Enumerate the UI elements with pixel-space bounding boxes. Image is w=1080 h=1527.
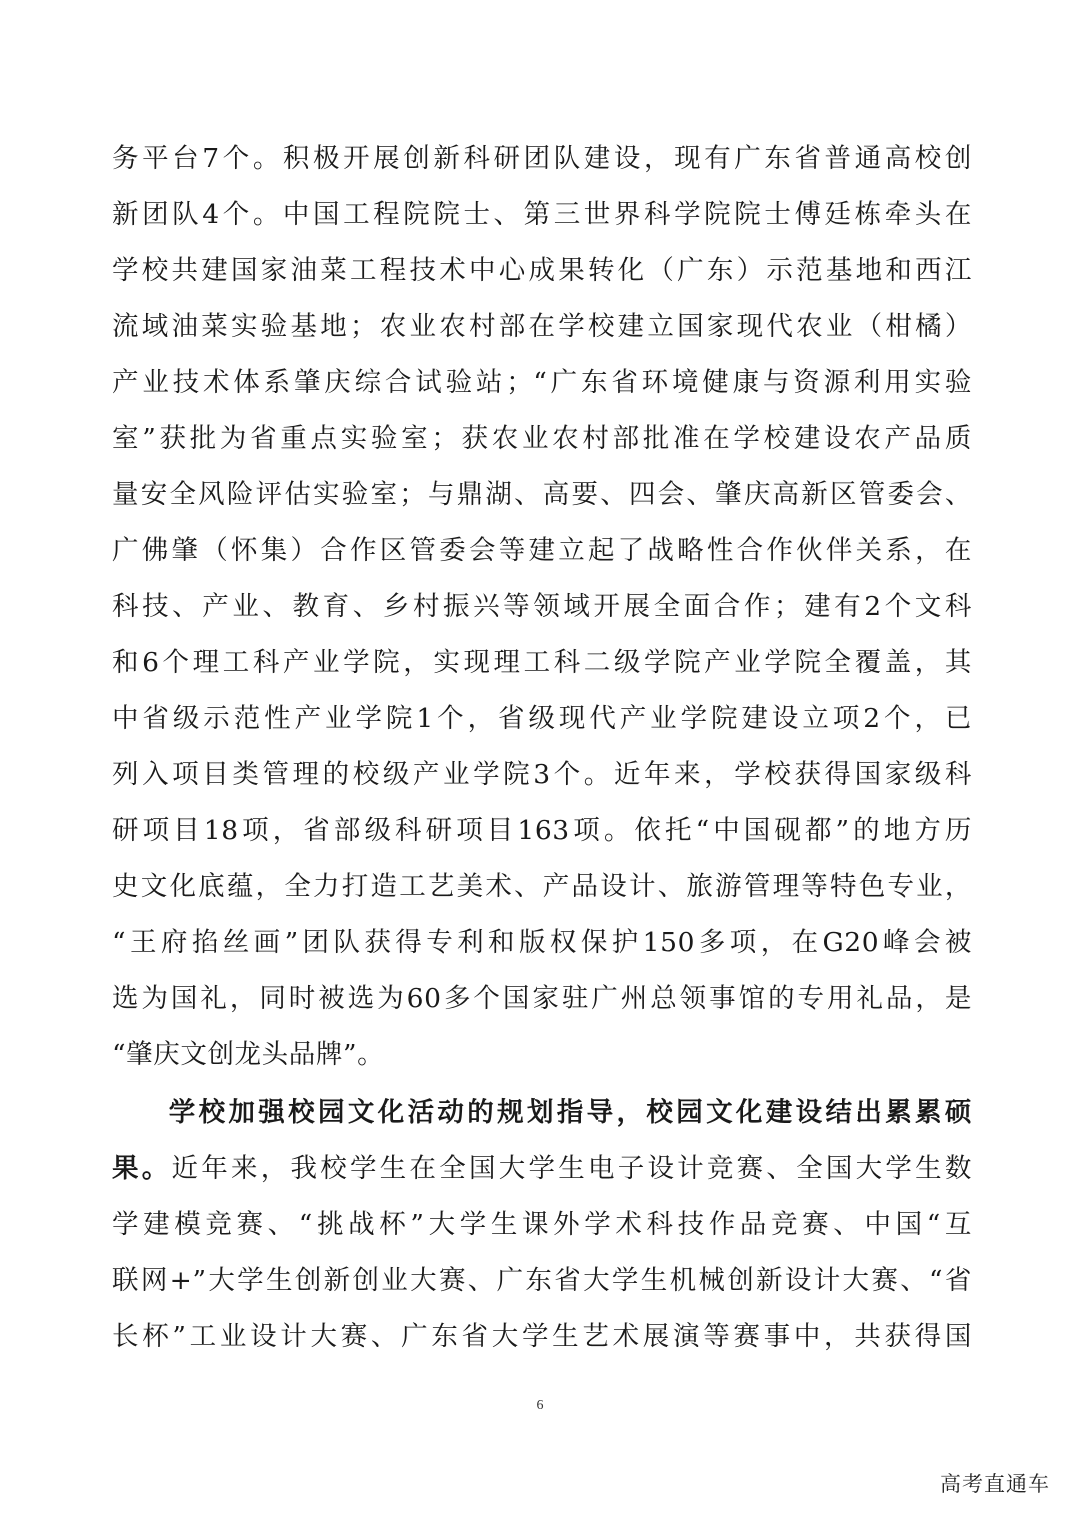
paragraph-line: 联网+”大学生创新创业大赛、广东省大学生机械创新设计大赛、“省 — [112, 1265, 972, 1296]
paragraph-line: 务平台7个。积极开展创新科研团队建设，现有广东省普通高校创 — [112, 143, 972, 174]
paragraph-line: “肇庆文创龙头品牌”。 — [112, 1039, 385, 1070]
paragraph-bold-line — [112, 1085, 972, 1141]
paragraph-line — [112, 1141, 972, 1197]
paragraph-heading: 学校加强校园文化活动的规划指导，校园文化建设结出累累硕 — [166, 1097, 972, 1128]
paragraph-line: 流域油菜实验基地；农业农村部在学校建立国家现代农业（柑橘） — [112, 311, 972, 342]
body-text — [112, 131, 972, 1365]
page-number: 6 — [536, 1398, 544, 1413]
paragraph-line: 学校共建国家油菜工程技术中心成果转化（广东）示范基地和西江 — [112, 255, 972, 286]
paragraph-text: 近年来，我校学生在全国大学生电子设计竞赛、全国大学生数 — [171, 1153, 973, 1184]
paragraph-line: 研项目18项，省部级科研项目163项。依托“中国砚都”的地方历 — [112, 815, 972, 846]
paragraph-line: 科技、产业、教育、乡村振兴等领域开展全面合作；建有2个文科 — [112, 591, 972, 622]
paragraph-line: 广佛肇（怀集）合作区管委会等建立起了战略性合作伙伴关系，在 — [112, 535, 972, 566]
paragraph-line: 和6个理工科产业学院，实现理工科二级学院产业学院全覆盖，其 — [112, 647, 972, 678]
paragraph-line: 中省级示范性产业学院1个，省级现代产业学院建设立项2个，已 — [112, 703, 972, 734]
paragraph-line: 新团队4个。中国工程院院士、第三世界科学院院士傅廷栋牵头在 — [112, 199, 972, 230]
paragraph-heading-end: 果。 — [112, 1153, 172, 1184]
paragraph-line: “王府掐丝画”团队获得专利和版权保护150多项，在G20峰会被 — [112, 927, 972, 958]
paragraph-line: 室”获批为省重点实验室；获农业农村部批准在学校建设农产品质 — [112, 423, 972, 454]
paragraph-line: 学建模竞赛、“挑战杯”大学生课外学术科技作品竞赛、中国“互 — [112, 1209, 972, 1240]
paragraph-line: 产业技术体系肇庆综合试验站；“广东省环境健康与资源利用实验 — [112, 367, 972, 398]
watermark-text: 高考直通车 — [940, 1472, 1050, 1496]
paragraph-line: 列入项目类管理的校级产业学院3个。近年来，学校获得国家级科 — [112, 759, 972, 790]
paragraph-line: 长杯”工业设计大赛、广东省大学生艺术展演等赛事中，共获得国 — [112, 1321, 972, 1352]
paragraph-line: 量安全风险评估实验室；与鼎湖、高要、四会、肇庆高新区管委会、 — [112, 479, 972, 510]
paragraph-line: 选为国礼，同时被选为60多个国家驻广州总领事馆的专用礼品，是 — [112, 983, 972, 1014]
paragraph-line: 史文化底蕴，全力打造工艺美术、产品设计、旅游管理等特色专业， — [112, 871, 972, 902]
